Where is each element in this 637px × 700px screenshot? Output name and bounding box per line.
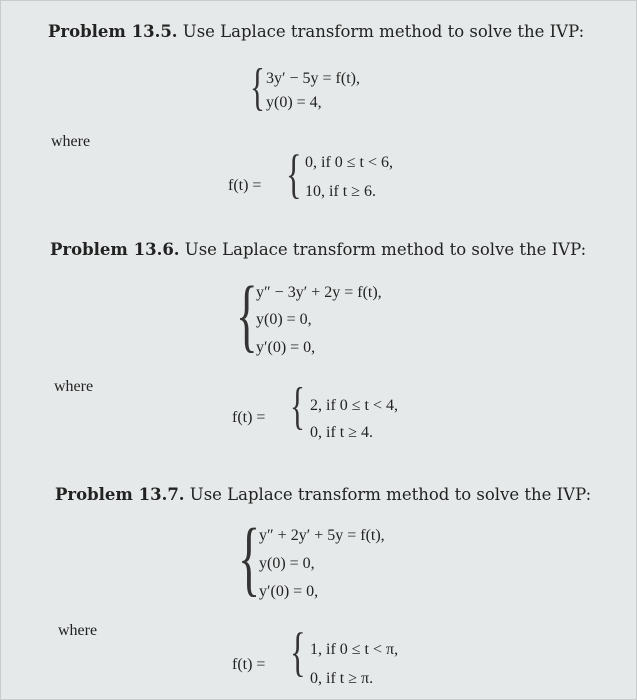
equation-line: y(0) = 0, [259,555,315,572]
equation-line: y″ − 3y′ + 2y = f(t), [256,284,382,301]
where-label: where [51,133,91,150]
equation-line: 3y′ − 5y = f(t), [266,70,360,87]
case-line: 10, if t ≥ 6. [305,183,376,200]
equation-line: y′(0) = 0, [256,339,316,356]
problem-13-5-title: Problem 13.5. Use Laplace transform method to solve the IVP: [48,22,585,41]
case-line: 2, if 0 ≤ t < 4, [310,397,399,414]
equation-line: y′(0) = 0, [259,583,319,600]
brace-icon: { [236,269,258,360]
f-lhs: f(t) = [232,409,266,426]
case-line: 1, if 0 ≤ t < π, [310,641,399,658]
brace-icon: { [238,512,261,605]
where-label: where [54,378,94,395]
case-line: 0, if 0 ≤ t < 6, [305,154,394,171]
case-line: 0, if t ≥ π. [310,670,374,687]
brace-icon: { [286,144,302,204]
brace-icon: { [290,622,306,682]
f-lhs: f(t) = [232,656,266,673]
equation-line: y(0) = 4, [266,94,322,111]
f-lhs: f(t) = [228,177,262,194]
equation-line: y(0) = 0, [256,311,312,328]
problem-13-6-title: Problem 13.6. Use Laplace transform method to solve the IVP: [50,240,587,259]
brace-icon: { [290,378,305,435]
problem-13-7-title: Problem 13.7. Use Laplace transform method to solve the IVP: [55,485,592,504]
brace-icon: { [250,59,265,116]
case-line: 0, if t ≥ 4. [310,424,373,441]
equation-line: y″ + 2y′ + 5y = f(t), [259,527,385,544]
where-label: where [58,622,98,639]
